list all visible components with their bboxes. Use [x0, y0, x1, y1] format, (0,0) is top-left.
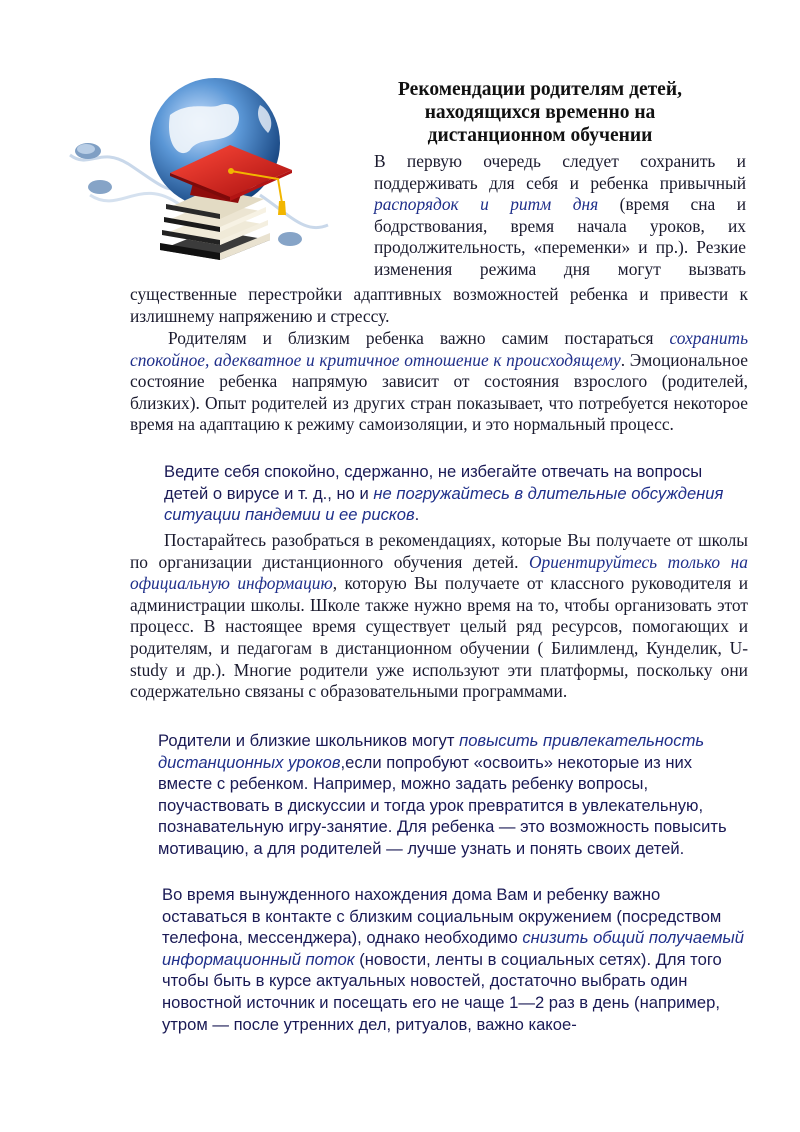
title-line-1: Рекомендации родителям детей, — [398, 79, 682, 100]
emphasis-pandemic-discussion: не погружайтесь в длительные обсуждения ситуации пандемии и ее рисков — [164, 483, 724, 525]
page-title — [340, 78, 740, 147]
paragraph-routine-intro — [340, 151, 746, 281]
emphasis-calm-attitude: сохранить спокойное, адекватное и критичное отношение к происходящему — [130, 328, 748, 370]
paragraph-information-flow: Во время вынужденного нахождения дома Вам и ребенку важно оставаться в контакте с близким социальным окружением (посредством телефона, мессенджера), однако необходимо снизить общий получаемый информационный поток (новости, ленты в социальных сетях). Для того чтобы быть в курсе актуальных новостей, достаточно выбрать один новостной источник и посещать его не чаще 1—2 раз в день (например, утром — после утренних дел, ритуалов, важно какое- — [162, 885, 744, 1034]
title-line-2: находящихся временно на — [424, 102, 656, 123]
emphasis-official-information: Ориентируйтесь только на официальную информацию — [130, 551, 748, 594]
text-line: В первую очередь следует сохранить и — [374, 151, 746, 171]
title-line-3: дистанционном обучении — [427, 125, 653, 146]
emphasis-information-flow: снизить общий получаемый информационный поток — [162, 928, 744, 969]
text-line: изменения режима дня могут вызвать — [374, 258, 746, 279]
text-line: распорядок и ритм дня (время сна и — [374, 194, 746, 215]
emphasis-routine: распорядок и ритм дня — [374, 194, 599, 215]
paragraph-behave-calmly: Ведите себя спокойно, сдержанно, не избегайте отвечать на вопросы детей о вирусе и т. д., но и не погружайтесь в длительные обсуждения ситуации пандемии и ее рисков. — [164, 462, 724, 525]
paragraph-routine-continued: существенные перестройки адаптивных возможностей ребенка и привести к излишнему напряжению и стрессу. — [130, 284, 748, 326]
paragraph-engaging-lessons: Родители и близкие школьников могут повысить привлекательность дистанционных уроков,если попробуют «освоить» некоторые из них вместе с ребенком. Например, можно задать ребенку вопросы, поучаствовать в дискуссии и тогда урок превратится в увлекательную, познавательную игру-занятие. Для ребенка — это возможность повысить мотивацию, а для родителей — лучше узнать и понять своих детей. — [158, 731, 727, 858]
paragraph-school-recommendations: Постарайтесь разобраться в рекомендациях, которые Вы получаете от школы по организации дистанционного обучения детей. Ориентируйтесь только на официальную информацию, которую Вы получаете от классного руководителя и администрации школы. Школе также нужно время на то, чтобы организовать этот процесс. В настоящее время существует целый ряд ресурсов, помогающих и родителям, и педагогам в дистанционном обучении ( Билимленд, Кунделик, U-study и др.). Многие родители уже используют эти платформы, поскольку они содержательно связаны с образовательными программами. — [130, 530, 748, 702]
paragraph-calm-attitude: Родителям и близким ребенка важно самим постараться сохранить спокойное, адекватное и критичное отношение к происходящему. Эмоциональное состояние ребенка напрямую зависит от состояния взрослого (родителей, близких). Опыт родителей из других стран показывает, что потребуется некоторое время на адаптацию к режиму самоизоляции, и это нормальный процесс. — [130, 328, 748, 435]
text-line: поддерживать для себя и ребенка привычный — [374, 172, 746, 193]
education-illustration — [60, 75, 330, 265]
text-line: бодрствования, время начала уроков, их — [374, 215, 746, 236]
text-line: продолжительность, «переменки» и пр.). Резкие — [374, 237, 746, 258]
book-stack-icon — [160, 189, 270, 260]
emphasis-lesson-attractiveness: повысить привлекательность дистанционных уроков — [158, 731, 705, 772]
